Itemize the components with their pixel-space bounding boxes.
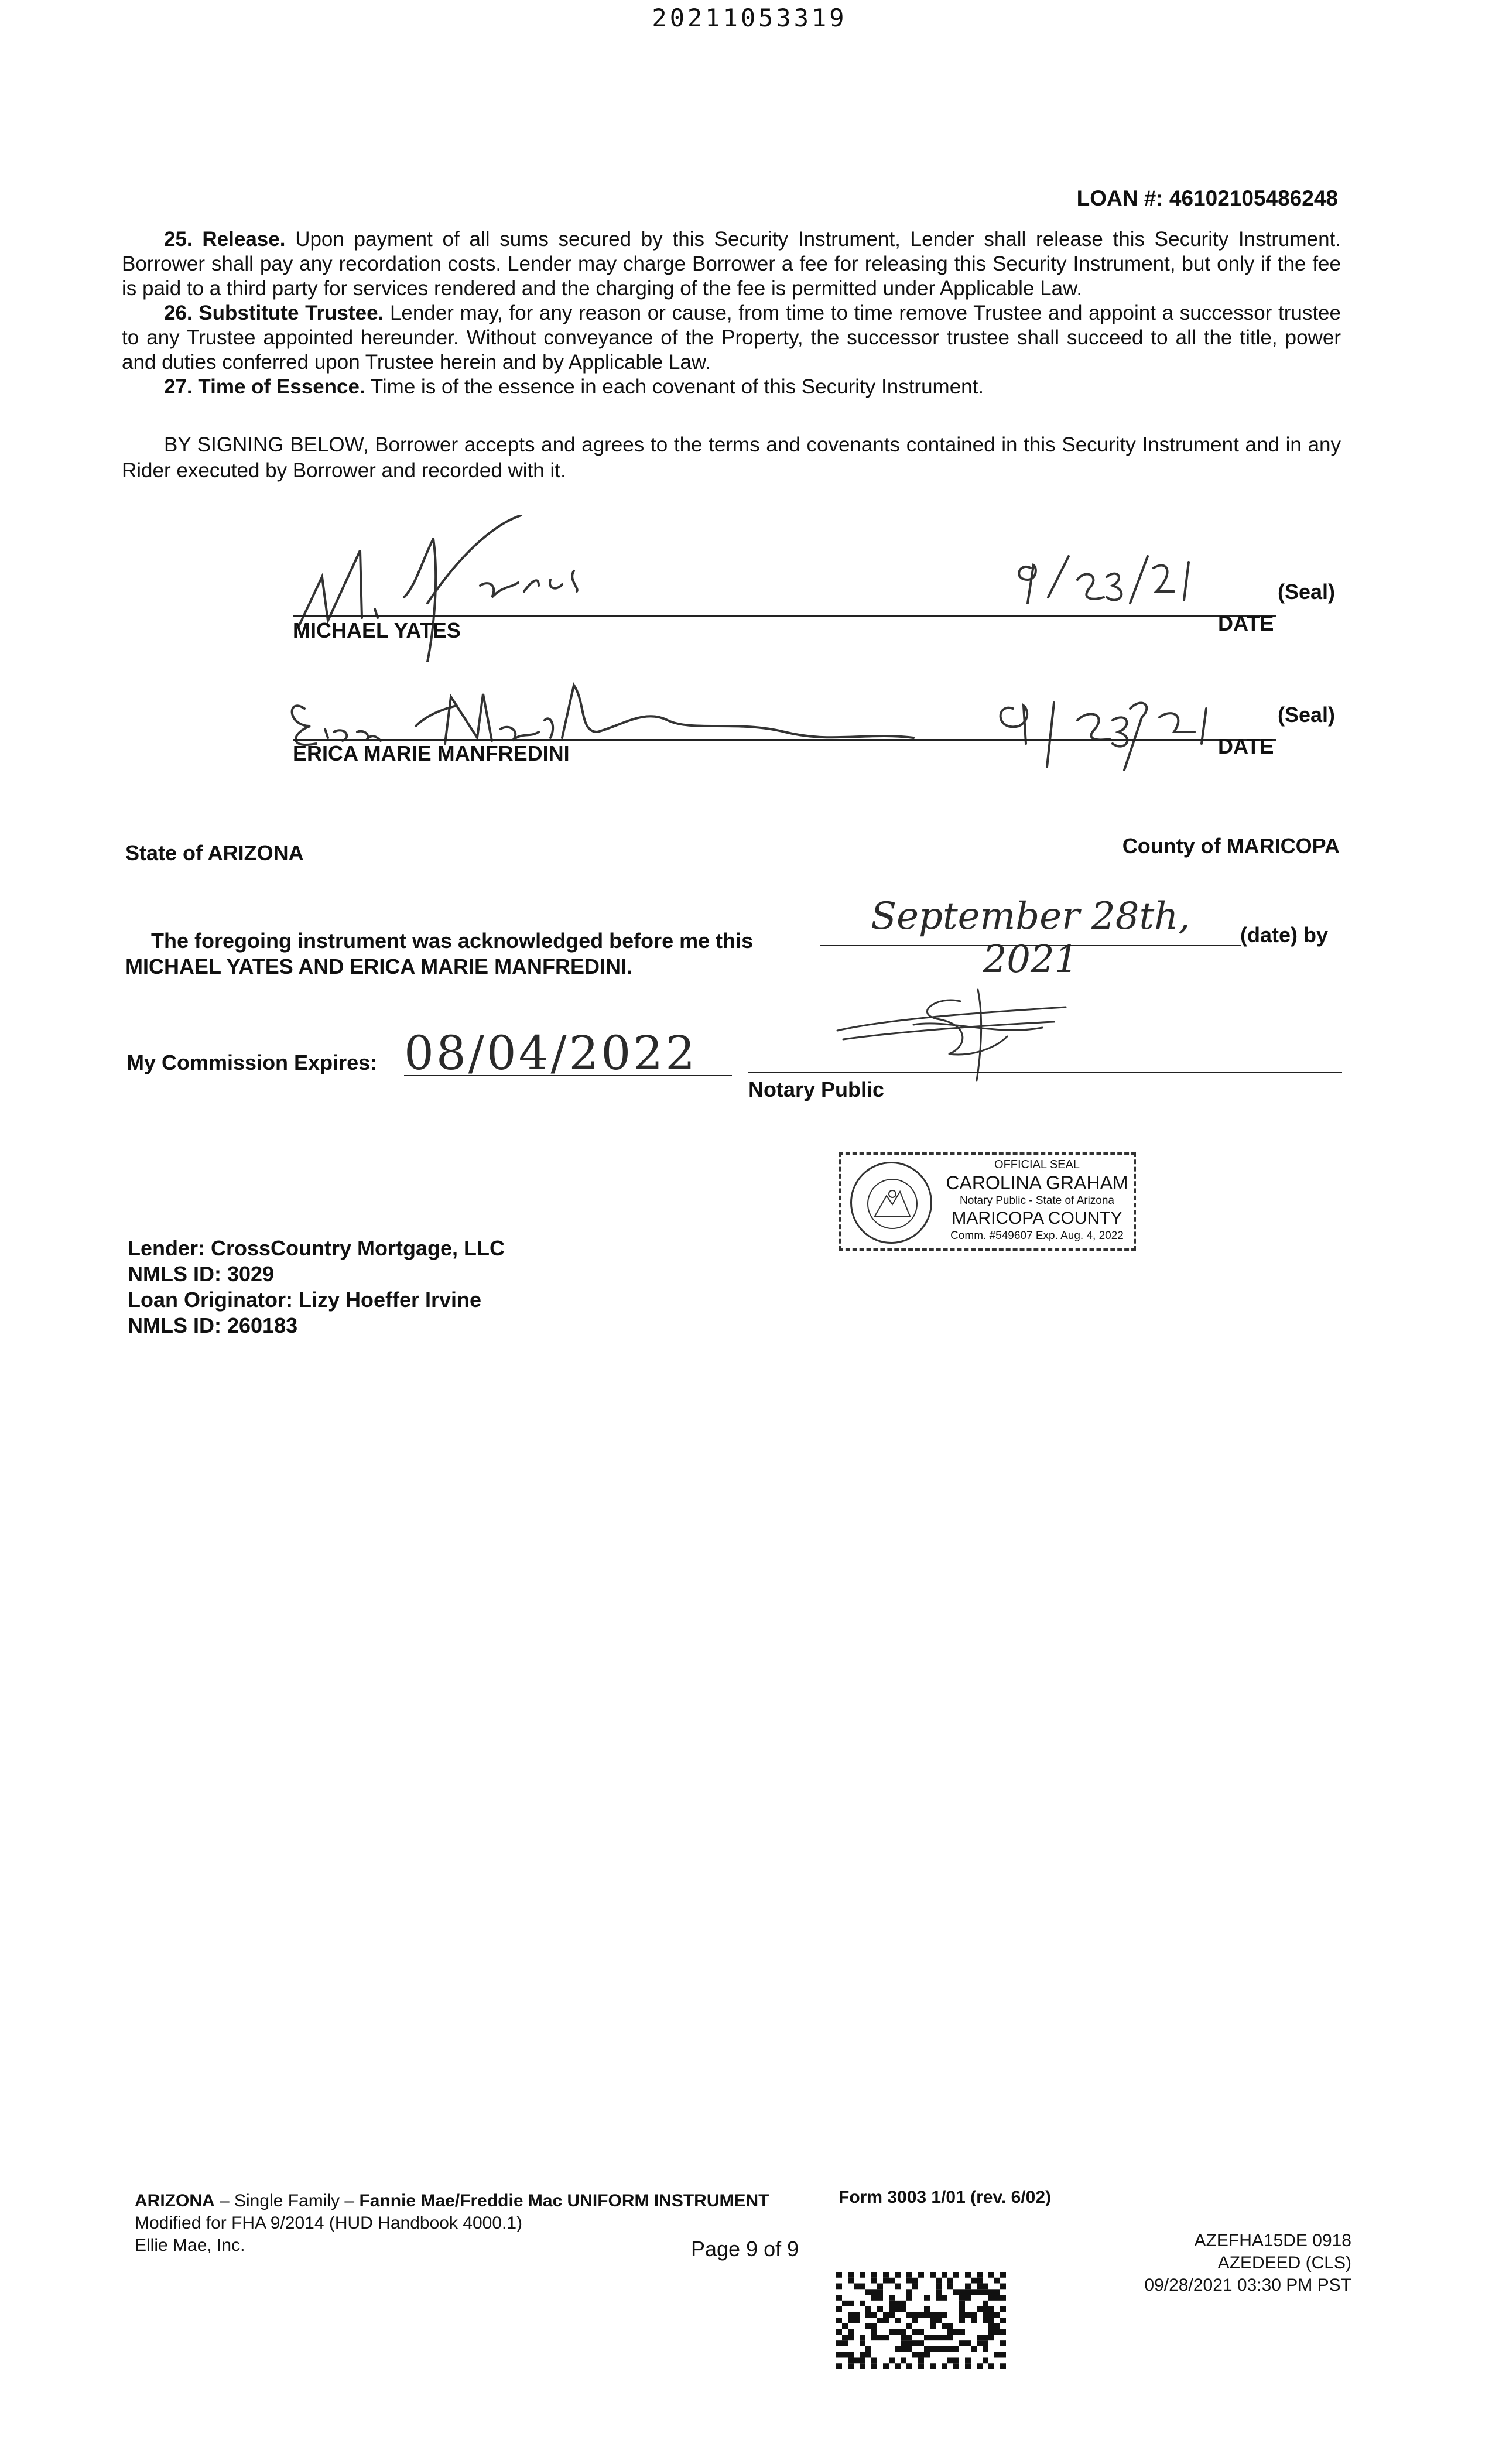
barcode-icon — [836, 2272, 1006, 2369]
date-label-1: DATE — [1218, 611, 1274, 635]
lender-name: Lender: CrossCountry Mortgage, LLC — [128, 1236, 505, 1260]
originator-nmls: NMLS ID: 260183 — [128, 1313, 298, 1337]
signing-acknowledgement: BY SIGNING BELOW, Borrower accepts and agrees to the terms and covenants contained in this Security Instrument and in any Rider executed by Borrower and recorded with it. — [122, 433, 1341, 482]
date-suffix: (date) by — [1240, 923, 1329, 947]
county-label: County of MARICOPA — [1122, 834, 1340, 858]
borrower-name-2: ERICA MARIE MANFREDINI — [293, 741, 570, 765]
notary-signature — [820, 984, 1077, 1083]
seal-emblem-icon — [872, 1187, 913, 1222]
date-label-2: DATE — [1218, 734, 1274, 758]
state-label: State of ARIZONA — [125, 841, 304, 865]
footer-form-title: Fannie Mae/Freddie Mac UNIFORM INSTRUMENT — [359, 2191, 769, 2210]
seal-label-1: (Seal) — [1278, 580, 1336, 604]
clause-title: Release. — [202, 228, 286, 251]
footer-form-number: Form 3003 1/01 (rev. 6/02) — [839, 2188, 1051, 2207]
signature-line-1 — [293, 615, 1276, 617]
signature-date-2 — [984, 685, 1218, 773]
footer-code-2: AZEDEED (CLS) — [1217, 2253, 1351, 2273]
commission-line — [404, 1075, 732, 1076]
borrower-name-1: MICHAEL YATES — [293, 618, 461, 642]
commission-label: My Commission Expires: — [126, 1050, 378, 1074]
lender-info — [128, 1236, 505, 1339]
clause-26 — [122, 301, 1341, 375]
footer-vendor: Ellie Mae, Inc. — [135, 2236, 245, 2255]
clause-text: Time is of the essence in each covenant of this Security Instrument. — [370, 375, 984, 398]
date-line — [820, 945, 1241, 946]
clause-text: Upon payment of all sums secured by this Security Instrument, Lender shall release this Security Instrument. Borrower shall pay any recordation costs. Lender may charge Borrower a fee for releasing this Security Instrument, but only if the fee is paid to a third party for services rendered and the charging of the fee is permitted under Applicable Law. — [122, 228, 1341, 300]
page-number: Page 9 of 9 — [691, 2237, 799, 2261]
stamp-commission: Comm. #549607 Exp. Aug. 4, 2022 — [950, 1230, 1124, 1242]
seal-label-2: (Seal) — [1278, 703, 1336, 727]
clause-number: 25. — [164, 228, 193, 251]
clause-title: Substitute Trustee. — [199, 302, 384, 324]
acknowledging-parties: MICHAEL YATES AND ERICA MARIE MANFREDINI. — [125, 954, 633, 978]
clause-27 — [122, 375, 1341, 399]
clause-25 — [122, 227, 1341, 301]
footer-modified: Modified for FHA 9/2014 (HUD Handbook 4000.1) — [135, 2213, 523, 2233]
footer-form-info — [135, 2190, 769, 2257]
footer-codes — [1144, 2230, 1351, 2297]
recording-number: 20211053319 — [652, 4, 847, 32]
acknowledgement-statement: The foregoing instrument was acknowledged before me this — [151, 929, 754, 953]
signature-date-1 — [995, 545, 1218, 615]
clause-text: Lender may, for any reason or cause, from time to time remove Trustee and appoint a successor trustee to any Trustee appointed hereunder. Without conveyance of the Property, the successor trustee shall succeed to all the title, power and duties conferred upon Trustee herein and by Applicable Law. — [122, 302, 1341, 374]
clause-title: Time of Essence. — [198, 375, 365, 398]
loan-originator: Loan Originator: Lizy Hoeffer Irvine — [128, 1288, 482, 1312]
stamp-notary-title: Notary Public - State of Arizona — [959, 1195, 1114, 1207]
handwritten-date: September 28th, 2021 — [871, 895, 1190, 981]
notary-public-label: Notary Public — [748, 1077, 885, 1101]
official-seal-stamp — [839, 1152, 1136, 1251]
clauses-section — [122, 227, 1341, 399]
footer-state: ARIZONA — [135, 2191, 215, 2210]
footer-code-1: AZEFHA15DE 0918 — [1194, 2231, 1351, 2250]
clause-number: 26. — [164, 302, 193, 324]
stamp-notary-name: CAROLINA GRAHAM — [946, 1172, 1128, 1193]
stamp-official-seal: OFFICIAL SEAL — [994, 1158, 1080, 1171]
commission-date: 08/04/2022 — [404, 1026, 698, 1080]
lender-nmls: NMLS ID: 3029 — [128, 1262, 275, 1286]
footer-timestamp: 09/28/2021 03:30 PM PST — [1144, 2275, 1351, 2295]
arizona-state-seal-icon — [850, 1162, 932, 1244]
notary-signature-line — [748, 1072, 1342, 1073]
loan-number: LOAN #: 46102105486248 — [1076, 186, 1338, 210]
clause-number: 27. — [164, 375, 193, 398]
signature-line-2 — [293, 739, 1276, 741]
footer-form-type: – Single Family – — [214, 2191, 360, 2210]
stamp-county: MARICOPA COUNTY — [952, 1209, 1122, 1228]
